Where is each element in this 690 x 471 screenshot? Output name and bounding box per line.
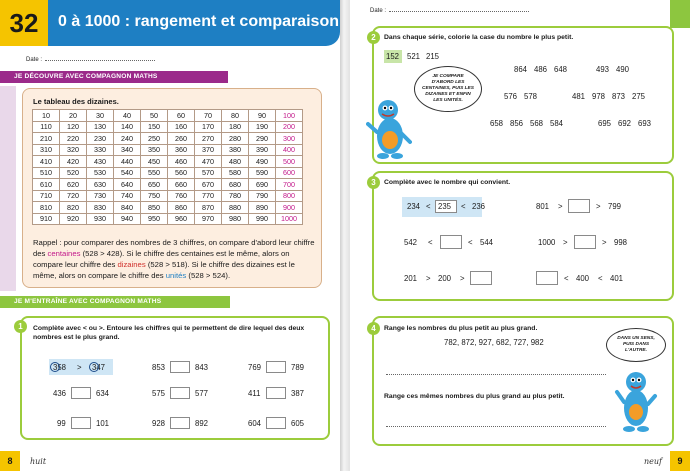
ex2-cell[interactable]: 693 [638,119,652,128]
table-cell: 420 [60,156,87,168]
table-cell: 990 [249,213,276,225]
ex3-num: 799 [608,202,622,211]
ex1-num: 928 [152,419,166,428]
table-cell: 310 [33,144,60,156]
table-cell: 440 [114,156,141,168]
rappel-part: ). [225,271,231,280]
ex3-example-a: 234 [407,202,421,211]
ex2-example-num: 521 [407,52,421,61]
ex3-sign: > [563,238,568,247]
ex1-num: 101 [96,419,110,428]
ex1-circle-a [50,362,60,372]
table-cell: 870 [195,202,222,214]
date-field[interactable] [26,57,155,63]
table-cell: 680 [222,179,249,191]
ex1-example-b: 347 [92,363,106,372]
table-cell: 240 [114,133,141,145]
ex2-cell[interactable]: 864 [514,65,528,74]
rappel-text [33,237,319,281]
table-cell: 140 [114,121,141,133]
table-row [33,133,303,145]
table-cell: 560 [168,167,195,179]
table-cell: 950 [141,213,168,225]
table-caption: Le tableau des dizaines. [33,97,119,106]
dizaines-word: dizaines [117,260,146,269]
table-cell: 590 [249,167,276,179]
table-row [33,121,303,133]
exercise-4-box [372,316,674,446]
ex1-example-a: 358 [53,363,67,372]
ex2-cell[interactable]: 275 [632,92,646,101]
table-cell: 120 [60,121,87,133]
table-cell: 260 [168,133,195,145]
ex1-answer-box[interactable] [71,387,91,399]
lesson-title: 0 à 1000 : rangement et comparaison [48,0,340,46]
table-cell: 200 [276,121,303,133]
date-label: Date : [370,8,387,14]
table-cell: 900 [276,202,303,214]
ex2-cell[interactable]: 490 [616,65,630,74]
ex2-example-num: 215 [426,52,440,61]
table-cell: 520 [60,167,87,179]
table-cell: 360 [168,144,195,156]
table-cell: 670 [195,179,222,191]
ex1-num: 634 [96,389,110,398]
right-edge-tab [670,0,690,28]
ex2-cell[interactable]: 978 [592,92,606,101]
lesson-number: 32 [0,0,48,46]
ex1-circle-b [89,362,99,372]
table-row [33,167,303,179]
ex3-instruction: Complète avec le nombre qui convient. [384,179,511,186]
table-cell: 100 [276,110,303,122]
table-cell: 740 [114,190,141,202]
discover-box [22,88,322,288]
table-cell: 660 [168,179,195,191]
ex3-num: 998 [614,238,628,247]
ex1-num: 843 [195,363,209,372]
ex1-answer-box[interactable] [170,387,190,399]
table-cell: 150 [141,121,168,133]
ex1-answer-box[interactable] [266,387,286,399]
table-cell: 430 [87,156,114,168]
ex1-num: 577 [195,389,209,398]
speech-bubble-2: JE COMPARE D'ABORD LES CENTAINES, PUIS LES DIZAINES ET ENFIN LES UNITÉS. [414,66,482,112]
table-cell: 330 [87,144,114,156]
exercise-2-box [372,26,674,164]
table-cell: 60 [168,110,195,122]
ex3-sign: < [468,238,473,247]
table-cell: 920 [60,213,87,225]
table-cell: 30 [87,110,114,122]
table-row [33,144,303,156]
ex2-cell[interactable]: 648 [554,65,568,74]
ex3-example-c: 236 [472,202,486,211]
ex3-sign: > [602,238,607,247]
table-row [33,110,303,122]
ex2-cell[interactable]: 481 [572,92,586,101]
table-cell: 940 [114,213,141,225]
ex3-num: 544 [480,238,494,247]
ex3-example-sign: < [461,202,466,211]
ex3-sign: < [564,274,569,283]
ex2-cell[interactable]: 658 [490,119,504,128]
train-header: JE M'ENTRAÎNE AVEC COMPAGNON MATHS [0,296,230,308]
book-gutter [340,0,350,471]
ex1-answer-box[interactable] [71,417,91,429]
ex2-cell[interactable]: 695 [598,119,612,128]
ex3-sign: > [596,202,601,211]
ex1-num: 387 [291,389,305,398]
exercise-3-box [372,171,674,301]
table-cell: 880 [222,202,249,214]
centaines-word: centaines [47,249,81,258]
ex1-example-sign: > [77,363,82,372]
tens-table [32,109,303,225]
table-cell: 230 [87,133,114,145]
ex3-example-b: 235 [438,202,452,211]
table-cell: 730 [87,190,114,202]
table-cell: 700 [276,179,303,191]
table-cell: 10 [33,110,60,122]
rappel-part: Rappel : pour comparer des nombres de 3 chiffres, on compare d'abord leur chiffre des [33,238,315,258]
ex2-cell[interactable]: 486 [534,65,548,74]
date-line[interactable] [389,11,529,12]
table-cell: 910 [33,213,60,225]
table-row [33,190,303,202]
ex2-example-num: 152 [386,52,400,61]
table-cell: 1000 [276,213,303,225]
ex3-answer-box[interactable] [568,199,590,213]
table-cell: 850 [141,202,168,214]
ex3-answer-box[interactable] [470,271,492,285]
ex3-num: 801 [536,202,550,211]
side-stripe [0,86,16,291]
table-cell: 830 [87,202,114,214]
table-row [33,202,303,214]
page-number-right: 9 [670,451,690,471]
unites-example: 528 > 524 [190,271,226,280]
ex3-answer-box[interactable] [440,235,462,249]
table-cell: 190 [249,121,276,133]
rappel-part: ). Si le chiffre des centaines est le même, alors on compare leur chiffre des [33,249,290,269]
ex1-answer-box[interactable] [266,417,286,429]
table-cell: 790 [249,190,276,202]
table-cell: 960 [168,213,195,225]
ex1-num: 604 [248,419,262,428]
ex1-num: 436 [53,389,67,398]
table-cell: 350 [141,144,168,156]
table-cell: 380 [222,144,249,156]
ex1-answer-box[interactable] [170,417,190,429]
ex1-num: 575 [152,389,166,398]
table-cell: 610 [33,179,60,191]
table-cell: 570 [195,167,222,179]
ex2-instruction: Dans chaque série, colorie la case du nombre le plus petit. [384,34,574,41]
table-cell: 600 [276,167,303,179]
ex2-cell[interactable]: 493 [596,65,610,74]
table-cell: 50 [141,110,168,122]
ex4-answer-line-1[interactable] [386,374,606,375]
table-cell: 780 [222,190,249,202]
ex4-number: 4 [367,322,380,335]
ex1-num: 789 [291,363,305,372]
table-cell: 760 [168,190,195,202]
ex3-num: 542 [404,238,418,247]
table-cell: 220 [60,133,87,145]
table-cell: 890 [249,202,276,214]
table-cell: 640 [114,179,141,191]
table-cell: 930 [87,213,114,225]
ex2-cell[interactable]: 578 [524,92,538,101]
table-cell: 20 [60,110,87,122]
ex1-answer-box[interactable] [170,361,190,373]
table-cell: 300 [276,133,303,145]
table-cell: 620 [60,179,87,191]
table-cell: 70 [195,110,222,122]
table-cell: 130 [87,121,114,133]
table-cell: 550 [141,167,168,179]
page-word-right: neuf [644,457,662,466]
table-cell: 110 [33,121,60,133]
table-cell: 180 [222,121,249,133]
table-cell: 400 [276,144,303,156]
table-cell: 860 [168,202,195,214]
table-cell: 460 [168,156,195,168]
table-cell: 720 [60,190,87,202]
ex3-sign: > [558,202,563,211]
ex3-sign: > [426,274,431,283]
table-cell: 580 [222,167,249,179]
table-cell: 320 [60,144,87,156]
table-row [33,156,303,168]
table-cell: 500 [276,156,303,168]
unites-word: unités [165,271,187,280]
centaines-example: 528 > 428 [85,249,120,258]
page-word-left: huit [30,457,47,466]
table-cell: 470 [195,156,222,168]
table-cell: 490 [249,156,276,168]
table-cell: 690 [249,179,276,191]
table-cell: 290 [249,133,276,145]
left-page [0,0,340,471]
mascot-icon [614,366,658,436]
table-cell: 750 [141,190,168,202]
table-cell: 980 [222,213,249,225]
ex2-cell[interactable]: 856 [510,119,524,128]
ex3-answer-box[interactable] [536,271,558,285]
table-cell: 510 [33,167,60,179]
ex4-instruction-2: Range ces mêmes nombres du plus grand au plus petit. [384,393,565,400]
ex1-number: 1 [14,320,27,333]
rappel-part: ( [186,271,191,280]
table-cell: 90 [249,110,276,122]
ex3-num: 200 [438,274,452,283]
rappel-part: ( [80,249,86,258]
table-cell: 270 [195,133,222,145]
date-label: Date : [26,57,43,63]
ex1-answer-box[interactable] [266,361,286,373]
ex3-answer-box[interactable] [574,235,596,249]
ex1-num: 892 [195,419,209,428]
ex3-number: 3 [367,176,380,189]
discover-header: JE DÉCOUVRE AVEC COMPAGNON MATHS [0,71,228,83]
ex3-example-sign: < [426,202,431,211]
ex1-num: 853 [152,363,166,372]
ex3-sign: > [460,274,465,283]
rappel-part: ( [145,260,151,269]
ex1-num: 769 [248,363,262,372]
table-cell: 800 [276,190,303,202]
table-cell: 630 [87,179,114,191]
table-cell: 970 [195,213,222,225]
right-page [350,0,690,471]
ex4-instruction-1: Range les nombres du plus petit au plus grand. [384,325,538,332]
ex3-sign: < [598,274,603,283]
ex4-numbers: 782, 872, 927, 682, 727, 982 [444,338,544,347]
table-cell: 80 [222,110,249,122]
ex3-sign: < [428,238,433,247]
table-cell: 370 [195,144,222,156]
table-cell: 40 [114,110,141,122]
table-cell: 770 [195,190,222,202]
table-cell: 480 [222,156,249,168]
ex3-num: 400 [576,274,590,283]
speech-bubble-4: DANS UN SENS, PUIS DANS L'AUTRE. [606,328,666,362]
ex2-cell[interactable]: 692 [618,119,632,128]
ex3-num: 201 [404,274,418,283]
ex1-num: 411 [248,389,261,398]
ex2-cell[interactable]: 584 [550,119,564,128]
table-row [33,213,303,225]
ex2-cell[interactable]: 873 [612,92,626,101]
ex1-num: 99 [57,419,66,428]
table-cell: 410 [33,156,60,168]
ex1-instruction: Complète avec < ou >. Entoure les chiffres qui te permettent de dire lequel des deux nombres est le plus grand. [33,325,305,341]
table-cell: 250 [141,133,168,145]
table-cell: 160 [168,121,195,133]
table-cell: 390 [249,144,276,156]
ex2-cell[interactable]: 576 [504,92,518,101]
ex2-number: 2 [367,31,380,44]
table-cell: 340 [114,144,141,156]
mascot-icon [366,96,412,162]
table-cell: 820 [60,202,87,214]
table-cell: 170 [195,121,222,133]
ex4-answer-line-2[interactable] [386,426,606,427]
table-cell: 710 [33,190,60,202]
exercise-1-box [20,316,330,440]
date-line[interactable] [45,60,155,61]
ex1-num: 605 [291,419,305,428]
table-cell: 530 [87,167,114,179]
table-cell: 450 [141,156,168,168]
ex3-num: 401 [610,274,624,283]
table-row [33,179,303,191]
table-cell: 540 [114,167,141,179]
ex3-num: 1000 [538,238,556,247]
table-cell: 810 [33,202,60,214]
dizaines-example: 528 > 518 [150,260,185,269]
table-cell: 840 [114,202,141,214]
page-number-left: 8 [0,451,20,471]
table-cell: 210 [33,133,60,145]
date-field[interactable] [370,8,529,14]
table-cell: 650 [141,179,168,191]
ex2-cell[interactable]: 568 [530,119,544,128]
rappel-part: ). Si le chiffre des dizaines est le même, alors on compare le chiffre des [33,260,295,280]
table-cell: 280 [222,133,249,145]
